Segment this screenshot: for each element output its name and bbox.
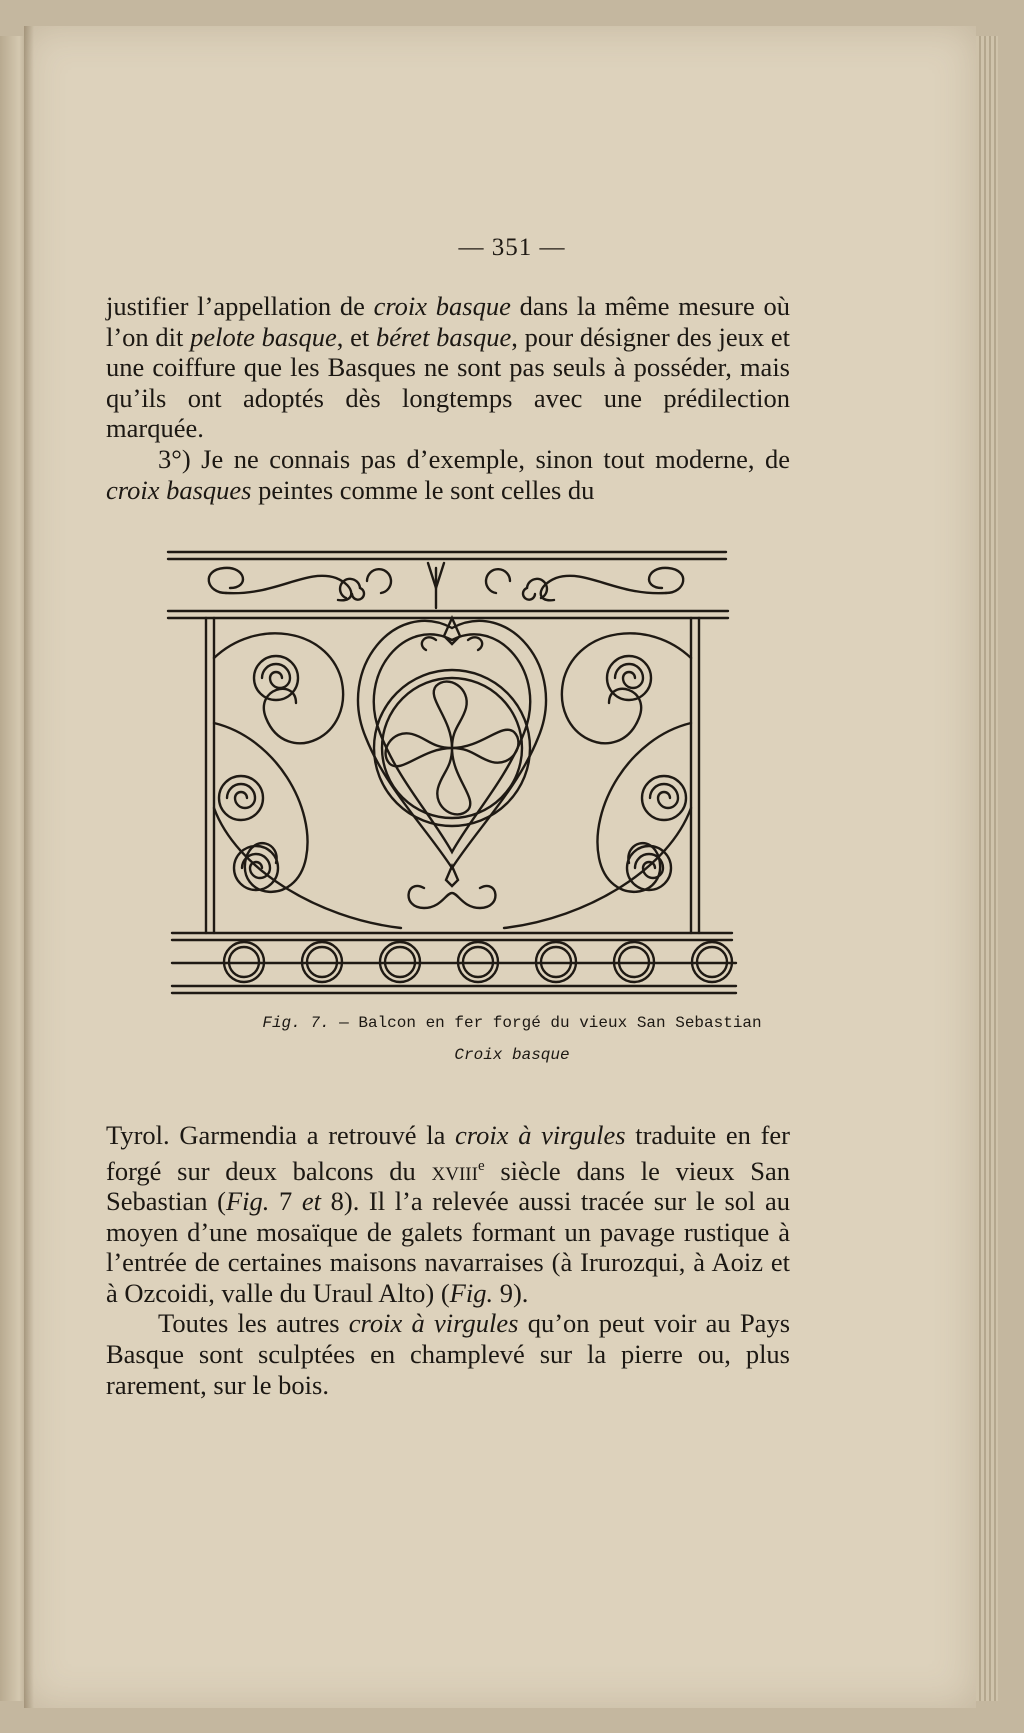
page-stack-edge (976, 36, 998, 1701)
figure-subtitle: Croix basque (454, 1046, 570, 1064)
text-segment: , et (336, 321, 376, 352)
figure-label: Fig. 7. (262, 1014, 330, 1032)
italic-text: et (301, 1186, 322, 1217)
text-segment: justifier l’appellation de (106, 291, 374, 321)
wrought-iron-balcony-drawing (166, 548, 746, 998)
small-caps-text: xviii (431, 1155, 478, 1186)
text-segment: qu’on peut voir au Pays Basque sont sculptées en champlevé sur la pierre ou, plus rarement, sur le bois. (106, 1308, 791, 1400)
page-number: — 351 — (458, 234, 566, 261)
balcony-illustration (166, 548, 746, 998)
text-segment: peintes comme le sont celles du (251, 474, 595, 505)
italic-text: croix basque (373, 291, 511, 321)
paragraph (106, 444, 790, 505)
superscript-text: e (477, 1157, 485, 1174)
text-block-top (106, 291, 790, 505)
paragraph (106, 1120, 790, 1308)
italic-text: croix à virgules (348, 1308, 519, 1339)
italic-text: béret basque (375, 321, 512, 352)
paragraph (106, 291, 790, 444)
text-segment: siècle dans le vieux San Sebastian ( (106, 1155, 790, 1217)
italic-text: croix à virgules (455, 1120, 626, 1150)
italic-text: pelote basque (190, 321, 337, 352)
text-segment: 8). Il l’a relevée aussi tracée sur le sol au moyen d’une mosaïque de galets formant un pavage rustique à l’entrée de certaines maisons navarraises (à Irurozqui, à Aoiz et à Ozcoidi, valle du Uraul Alto) ( (106, 1186, 791, 1308)
text-segment: Toutes les autres (158, 1308, 349, 1339)
italic-text: Fig. (449, 1277, 494, 1308)
paragraph (106, 1308, 790, 1400)
text-segment: 7 (269, 1186, 302, 1217)
text-segment: dans la même mesure où l’on dit (106, 291, 790, 352)
text-segment: Tyrol. Garmendia a retrouvé la (106, 1120, 456, 1150)
spine-shadow (24, 26, 34, 1708)
text-block-bottom (106, 1120, 790, 1400)
text-segment: , pour désigner des jeux et une coiffure que les Basques ne sont pas seuls à posséder, mais qu’ils ont adoptés dès longtemps avec une prédilection marquée. (106, 321, 790, 444)
text-segment: 3°) Je ne connais pas d’exemple, sinon tout moderne, de (158, 443, 790, 474)
italic-text: Fig. (226, 1186, 270, 1217)
text-segment: 9). (493, 1277, 529, 1308)
figure-caption (0, 1014, 1024, 1032)
text-segment: traduite en fer forgé sur deux balcons du (106, 1120, 790, 1186)
figure-caption-text: — Balcon en fer forgé du vieux San Sebastian (329, 1014, 762, 1032)
italic-text: croix basques (106, 474, 252, 505)
